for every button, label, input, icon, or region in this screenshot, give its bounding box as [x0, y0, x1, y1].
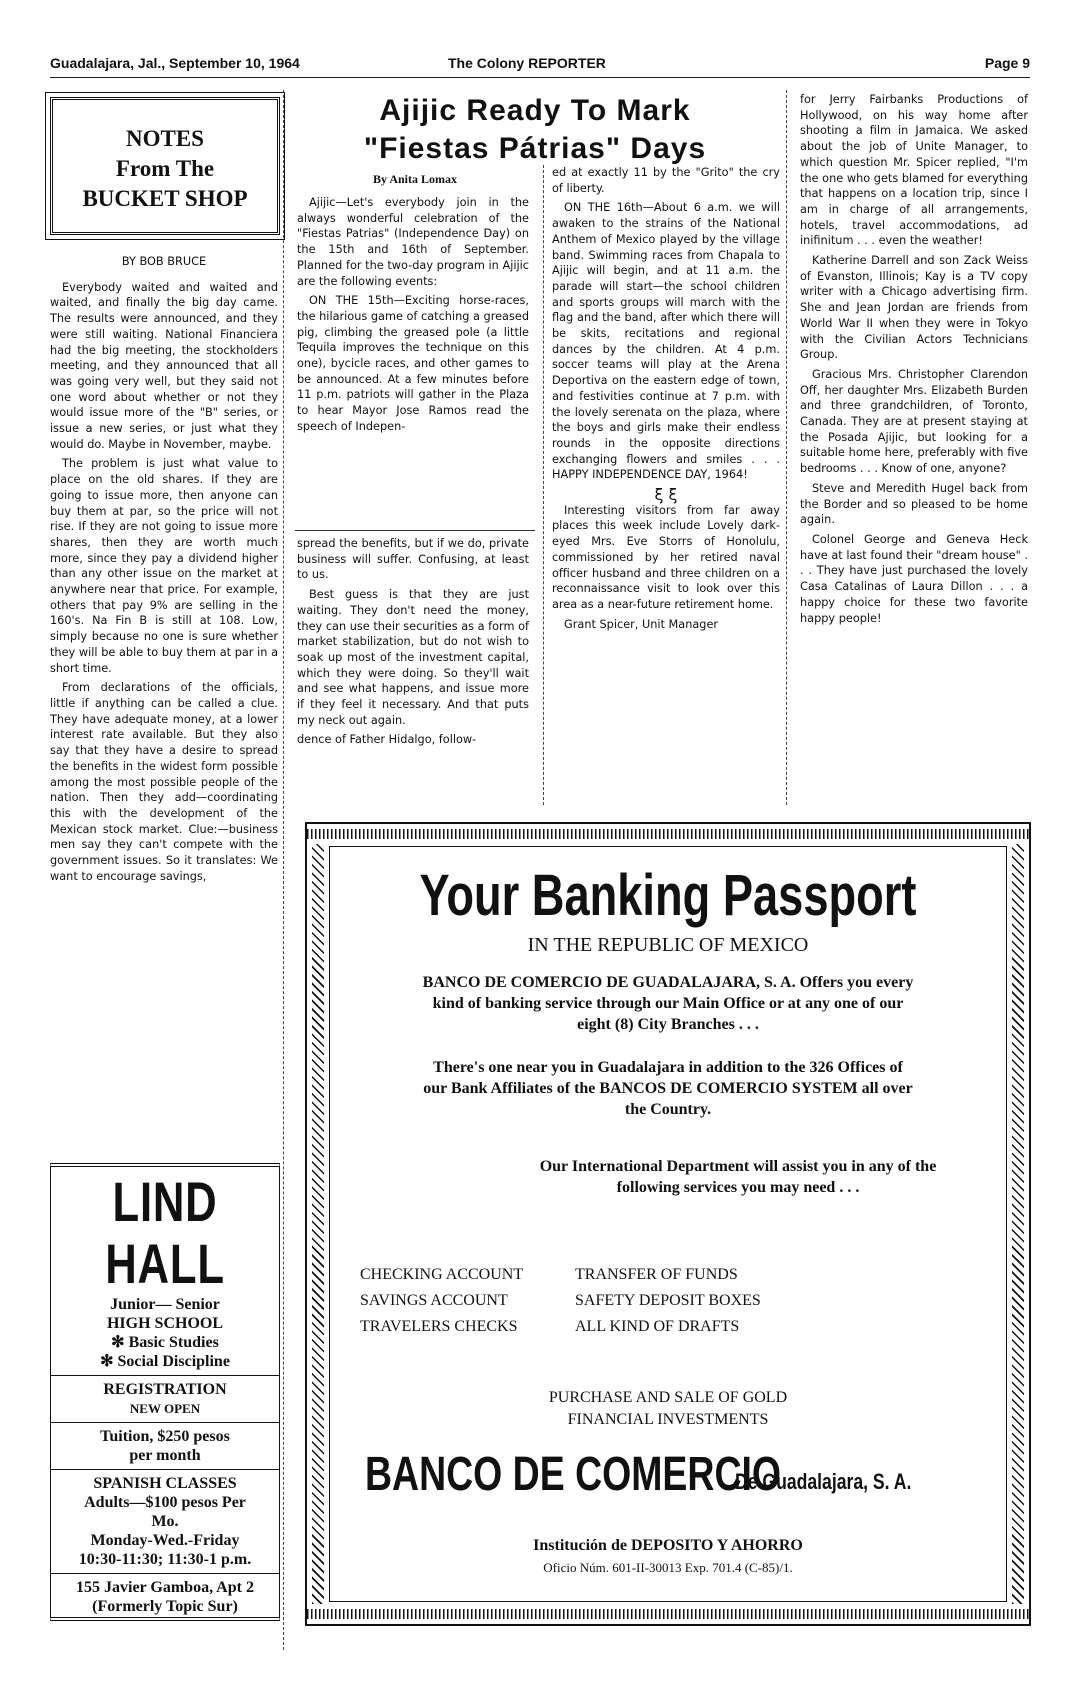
- lind-hall-title: LIND HALL: [105, 1170, 225, 1295]
- social-paragraph: for Jerry Fairbanks Productions of Hollywood, on his way home after shooting a film in Jamaica. We asked about the job of Unite Manager, to which question Mr. Spicer replied, "I'm the one who gets blamed for everything that happens on a location trip, since I am in charge of all arrangements, hotels, travel accommodations, ad inifinitum . . . even the weather!: [800, 93, 1028, 248]
- lind-hall-ad: [50, 1163, 280, 1621]
- notes-title-box: [50, 97, 280, 235]
- border-pattern: [312, 844, 324, 1604]
- lind-hall-line: per month: [129, 1447, 201, 1464]
- lind-hall-line: 155 Javier Gamboa, Apt 2: [76, 1579, 254, 1596]
- article-paragraph: dence of Father Hidalgo, follow-: [297, 733, 477, 747]
- bank-institucion: Institución de DEPOSITO Y AHORRO: [533, 1537, 803, 1554]
- lind-hall-line: REGISTRATION: [103, 1381, 227, 1398]
- service-item: ALL KIND OF DRAFTS: [575, 1318, 740, 1335]
- divider: [51, 1469, 279, 1470]
- notes-title-line: BUCKET SHOP: [82, 186, 248, 211]
- article-paragraph: Grant Spicer, Unit Manager: [564, 617, 719, 631]
- notes-paragraph: From declarations of the officials, little if anything can be called a clue. They have adequate money, at a lower interest rate available. But they also say that they have a desire to spread the benefits in the widest form possible among the most possible people of the nation. Then they add—coordinating this with the development of the Mexican stock market. Clue:—business men say they can't compete with the government issues. So it translates: We want to encourage savings,: [50, 681, 278, 883]
- service-item: TRAVELERS CHECKS: [360, 1318, 518, 1335]
- article-paragraph: ON THE 16th—About 6 a.m. we will awaken to the strains of the National Anthem of Mexico played by the village band. Swimming races from Chapala to Ajijic will begin, and at 11 a.m. the parade will start—the school children and sports groups will march with the flag and the band, after which there will be skits, recitations and regional dances by the children. At 4 p.m. soccer teams will play at the Arena Deportiva on the eastern edge of town, and festivities continue at 7 p.m. with the lovely serenata on the plaza, where the boys and girls make their endless rounds in the opposite directions exchanging flowers and smiles . . . HAPPY INDEPENDENCE DAY, 1964!: [552, 201, 780, 482]
- service-item: TRANSFER OF FUNDS: [575, 1266, 738, 1283]
- bank-ad-gold: PURCHASE AND SALE OF GOLD: [548, 1389, 788, 1406]
- column-rule: [543, 165, 544, 805]
- column-rule: [283, 90, 284, 1650]
- lind-hall-line: (Formerly Topic Sur): [92, 1598, 238, 1615]
- lind-hall-line: 10:30-11:30; 11:30-1 p.m.: [78, 1551, 252, 1568]
- social-paragraph: Steve and Meredith Hugel back from the Border and so pleased to be home again.: [800, 481, 1028, 527]
- bank-ad: [305, 822, 1031, 1626]
- divider: [51, 1422, 279, 1423]
- social-column: [800, 92, 1028, 630]
- border-pattern: [307, 829, 1029, 839]
- bank-ad-investments: FINANCIAL INVESTMENTS: [567, 1411, 769, 1428]
- bank-ad-subtitle: IN THE REPUBLIC OF MEXICO: [527, 934, 809, 956]
- service-item: CHECKING ACCOUNT: [360, 1266, 524, 1283]
- article-paragraph: ON THE 15th—Exciting horse-races, the hilarious game of catching a greased pig, climbing the greased pole (a little Tequila improves the technique on this one), bycicle races, and other games to be announced. At a few minutes before 11 p.m. patriots will gather in the Plaza to hear Mayor Jose Ramos read the speech of Indepen-: [297, 294, 529, 433]
- lind-hall-line: ✻ Basic Studies: [111, 1334, 219, 1351]
- column-rule: [786, 90, 787, 805]
- article-paragraph: Ajijic—Let's everybody join in the always wonderful celebration of the "Fiestas Patrias" (Independence Day) on the 15th and 16th of September. Planned for the two-day program in Ajijic are the following events:: [297, 196, 529, 288]
- notes-paragraph: The problem is just what value to place on the old shares. If they are going to issue more, then anyone can buy them at par, so the price will not rise. If they are not going to issue more shares, then they are worth much more, since they pay a dividend higher than any other issue on the market at anywhere near that price. For example, others that pay 9% are selling in the 160's. Na Fin B is still at 108. Low, simply because no one is sure whether they will be able to buy them at par in a short time.: [50, 457, 278, 675]
- page-header: [50, 55, 1030, 78]
- bank-name: BANCO DE COMERCIO: [365, 1448, 782, 1501]
- lind-hall-line: Adults—$100 pesos Per: [84, 1494, 246, 1511]
- service-item: SAFETY DEPOSIT BOXES: [575, 1292, 761, 1309]
- social-paragraph: Gracious Mrs. Christopher Clarendon Off, her daughter Mrs. Elizabeth Burden and three grandchildren, of Toronto, Canada. They are at present staying at the Posada Ajijic, but looking for a suitable home here, preferably with five bedrooms . . . Know of one, anyone?: [800, 367, 1028, 476]
- service-item: SAVINGS ACCOUNT: [360, 1292, 508, 1309]
- border-pattern: [1012, 844, 1024, 1604]
- divider: [295, 530, 535, 531]
- bank-ad-inner: [329, 846, 1007, 1602]
- services-left: [360, 1262, 523, 1340]
- fiestas-headline: "Fiestas Pátrias" Days: [363, 132, 707, 165]
- fiestas-headline: Ajijic Ready To Mark: [379, 94, 691, 127]
- header-dateline: Guadalajara, Jal., September 10, 1964: [50, 55, 300, 71]
- notes-paragraph: spread the benefits, but if we do, private business will suffer. Confusing, at least to us.: [297, 537, 529, 582]
- lind-hall-line: HIGH SCHOOL: [106, 1315, 224, 1332]
- border-pattern: [307, 1609, 1029, 1619]
- fiestas-column-2: [552, 165, 780, 636]
- social-paragraph: Katherine Darrell and son Zack Weiss of Evanston, Illinois; Kay is a TV copy writer with a Chicago advertising firm. She and Jean Jordan are friends from World War II when they were in Tokyo with the Civilian Actors Technicians Group.: [800, 254, 1028, 362]
- bank-ad-title: Your Banking Passport: [419, 863, 917, 928]
- notes-byline: BY BOB BRUCE: [121, 255, 207, 268]
- header-page-number: Page 9: [984, 55, 1030, 71]
- header-masthead: The Colony REPORTER: [448, 55, 606, 71]
- notes-column: [50, 254, 278, 888]
- article-paragraph: Interesting visitors from far away places this week include Lovely dark-eyed Mrs. Eve Storrs of Honolulu, commissioned by her retired naval officer husband and three children on a reconnaissance visit to look over this area as a near-future retirement home.: [552, 503, 780, 611]
- lind-hall-line: SPANISH CLASSES: [93, 1475, 237, 1492]
- notes-paragraph: Everybody waited and waited and waited, and finally the big day came. The results were announced, and they were still waiting. National Financiera had the big meeting, the stockholders meeting, and they announced that all was going very well, but they said not one word about whether or not they would issue more of the "B" series, or issue a new series, or just what they would do. Maybe in November, maybe.: [50, 280, 278, 451]
- bank-name-suffix: De Guadalajara, S. A.: [735, 1469, 912, 1494]
- divider: [51, 1375, 279, 1376]
- lind-hall-line: Mo.: [151, 1513, 179, 1530]
- notes-title-line: NOTES: [126, 126, 204, 151]
- lind-hall-line: Monday-Wed.-Friday: [90, 1532, 240, 1549]
- services-right: [575, 1262, 761, 1340]
- notes-continuation: [297, 536, 529, 752]
- fiestas-column-1: [297, 195, 529, 439]
- lind-hall-line: NEW OPEN: [129, 1401, 201, 1416]
- divider: [51, 1573, 279, 1574]
- lind-hall-line: Junior— Senior: [110, 1296, 220, 1313]
- article-paragraph: ed at exactly 11 by the "Grito" the cry of liberty.: [552, 166, 780, 195]
- lind-hall-line: ✻ Social Discipline: [100, 1353, 230, 1370]
- section-separator: ξ ξ: [654, 485, 678, 505]
- fiestas-byline: By Anita Lomax: [372, 172, 457, 186]
- bank-ad-paragraph: There's one near you in Guadalajara in addition to the 326 Offices of our Bank Affiliates of the BANCOS DE COMERCIO SYSTEM all over the Country.: [423, 1059, 913, 1118]
- bank-ad-paragraph: Our International Department will assist you in any of the following services you may need . . .: [539, 1158, 937, 1196]
- bank-oficio: Oficio Núm. 601-II-30013 Exp. 701.4 (C-85)/1.: [543, 1560, 793, 1575]
- notes-title-line: From The: [115, 156, 215, 181]
- notes-paragraph: Best guess is that they are just waiting. They don't need the money, they can use their securities as a form of market stabilization, but do not wish to soak up most of the investment capital, which they were doing. So they'll wait and see what happens, and issue more if they feel it necessary. And that puts my neck out again.: [297, 588, 529, 727]
- lind-hall-line: Tuition, $250 pesos: [100, 1428, 230, 1445]
- bank-ad-paragraph: BANCO DE COMERCIO DE GUADALAJARA, S. A. Offers you every kind of banking service through our Main Office or at any one of our eight (8) City Branches . . .: [422, 974, 914, 1033]
- social-paragraph: Colonel George and Geneva Heck have at last found their "dream house" . . . They have just purchased the lovely Casa Catalinas of Laura Dillon . . . a happy choice for these two favorite happy people!: [800, 532, 1028, 625]
